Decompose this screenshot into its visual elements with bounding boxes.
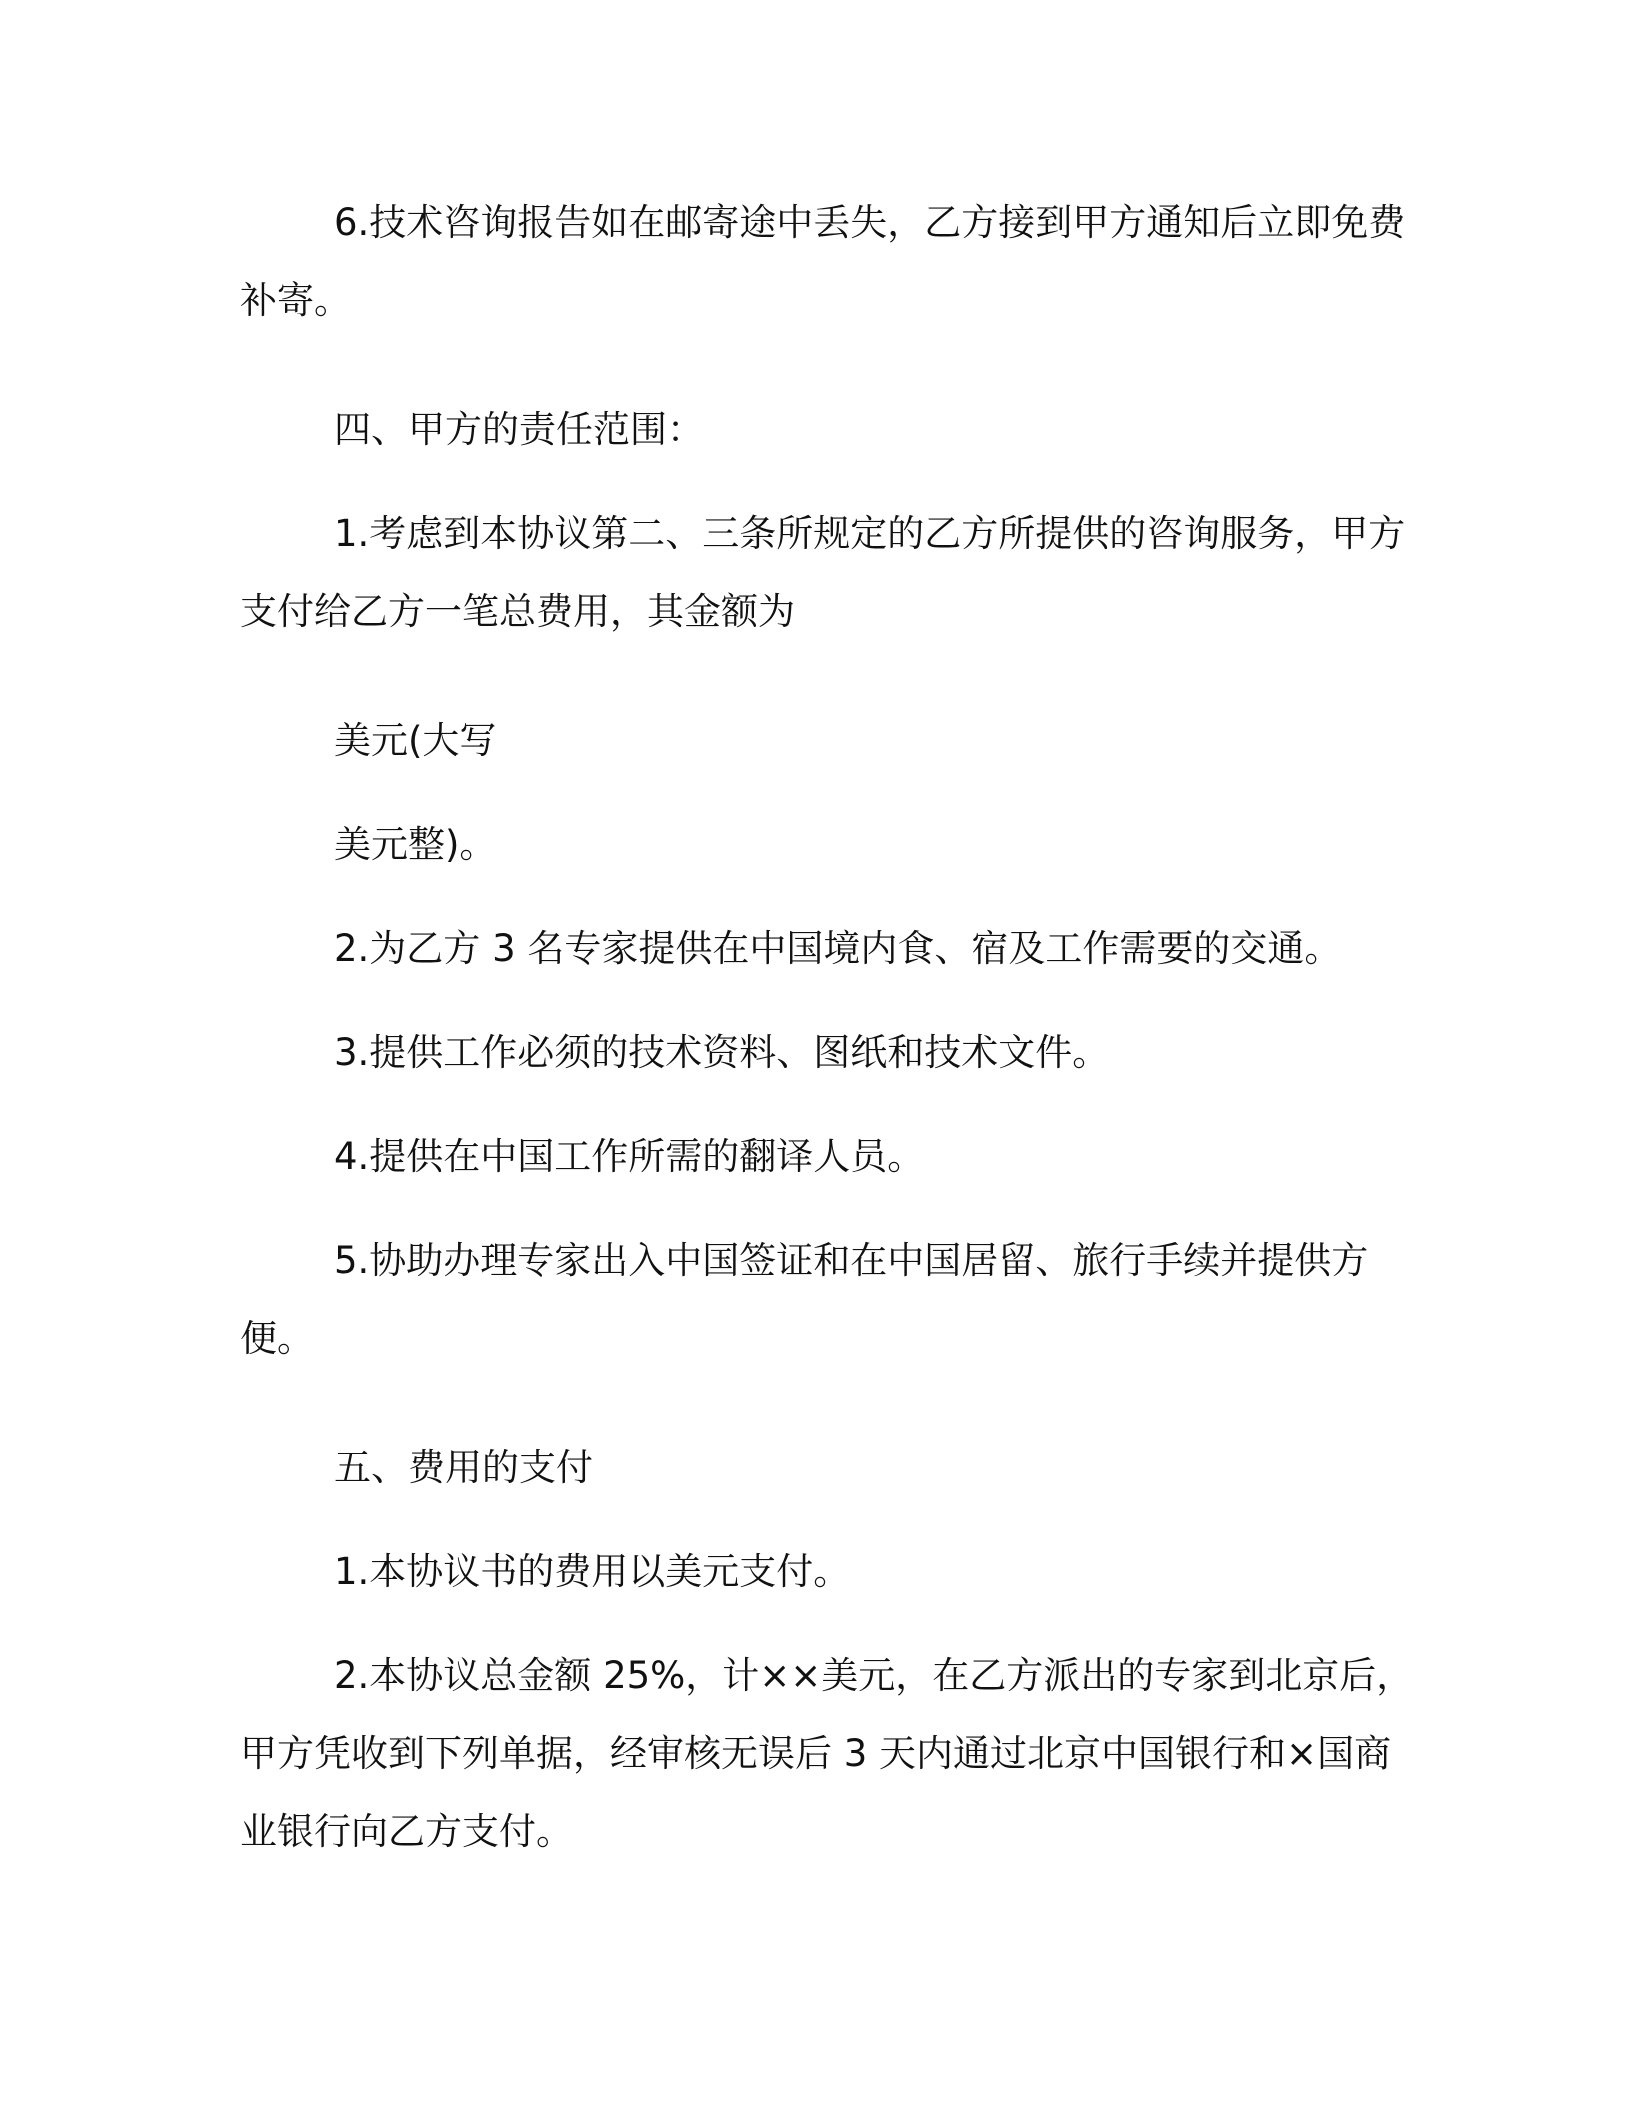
section-4-heading: 四、甲方的责任范围： xyxy=(334,408,704,451)
amount-line-usd: 美元(大写 xyxy=(334,719,497,762)
section-5-heading: 五、费用的支付 xyxy=(334,1446,593,1489)
clause-5-2: 2.本协议总金额 25%，计××美元，在乙方派出的专家到北京后，甲方凭收到下列单据，经审核无误后 3 天内通过北京中国银行和×国商业银行向乙方支付。 xyxy=(240,1654,1414,1853)
clause-3-6: 6.技术咨询报告如在邮寄途中丢失，乙方接到甲方通知后立即免费补寄。 xyxy=(240,201,1406,322)
clause-4-4: 4.提供在中国工作所需的翻译人员。 xyxy=(334,1135,925,1178)
document-body xyxy=(240,184,1420,1922)
clause-4-2: 2.为乙方 3 名专家提供在中国境内食、宿及工作需要的交通。 xyxy=(334,927,1342,970)
amount-line-usd-words: 美元整)。 xyxy=(334,823,497,866)
clause-4-3: 3.提供工作必须的技术资料、图纸和技术文件。 xyxy=(334,1031,1110,1074)
clause-5-1: 1.本协议书的费用以美元支付。 xyxy=(334,1550,851,1593)
clause-4-5: 5.协助办理专家出入中国签证和在中国居留、旅行手续并提供方便。 xyxy=(240,1239,1369,1360)
clause-4-1: 1.考虑到本协议第二、三条所规定的乙方所提供的咨询服务，甲方支付给乙方一笔总费用，其金额为 xyxy=(240,512,1406,633)
